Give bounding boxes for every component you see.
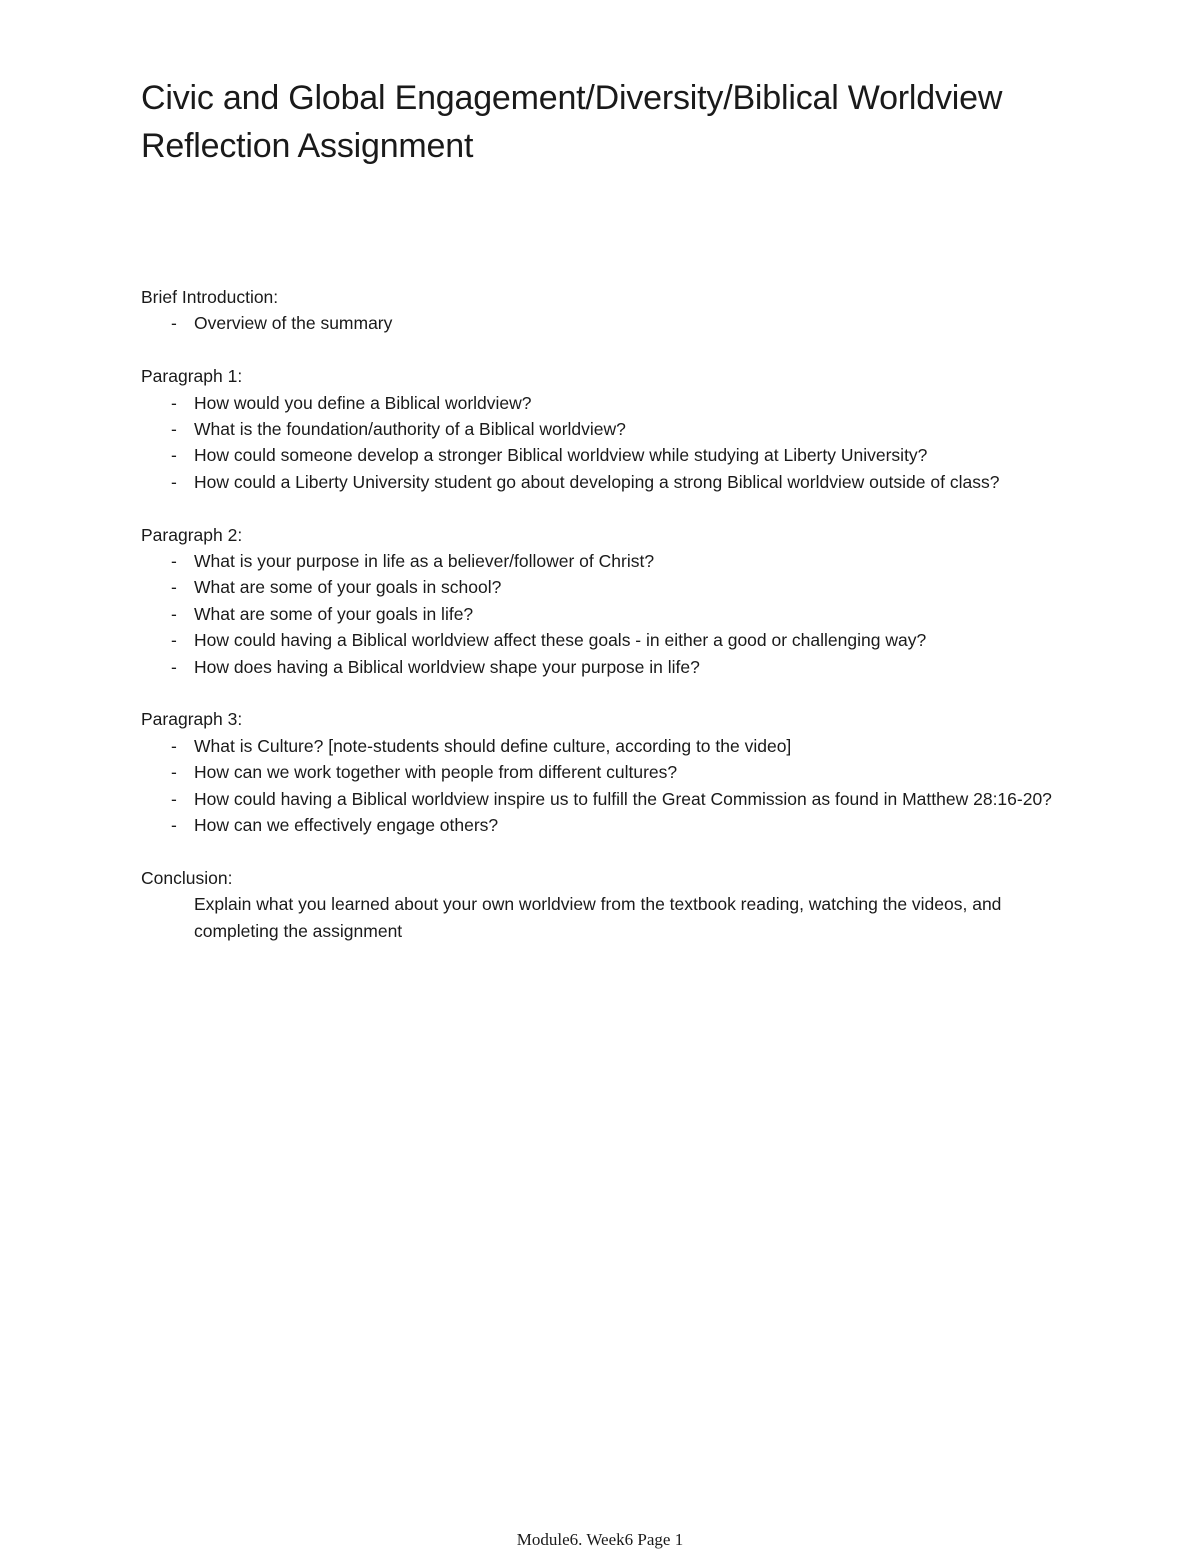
section-paragraph-3 [141,706,1081,838]
bullet-list [141,310,1081,336]
bullet-dash: - [171,577,177,598]
list-item-text: What are some of your goals in life? [194,603,474,624]
bullet-dash: - [171,735,177,756]
list-item [141,574,1081,600]
list-item [141,442,1081,468]
list-item [141,469,1081,495]
bullet-dash: - [171,788,177,809]
bullet-list [141,733,1081,839]
bullet-dash: - [171,445,177,466]
document-body [141,284,1081,970]
bullet-dash: - [171,656,177,677]
list-item-text: How can we work together with people from different cultures? [194,762,678,783]
bullet-dash: - [171,419,177,440]
list-item-text: How could having a Biblical worldview affect these goals - in either a good or challenging way? [194,630,927,651]
document-title: Civic and Global Engagement/Diversity/Biblical Worldview Reflection Assignment [141,79,1003,165]
list-item-text: What is your purpose in life as a believer/follower of Christ? [194,551,655,572]
list-item-text: How can we effectively engage others? [194,815,499,836]
list-item-text: How would you define a Biblical worldview? [194,392,532,413]
conclusion-text: Explain what you learned about your own worldview from the textbook reading, watching the videos, and completing the assignment [194,894,1002,941]
bullet-dash: - [171,630,177,651]
list-item-text: How could someone develop a stronger Biblical worldview while studying at Liberty University? [194,445,928,466]
list-item [141,733,1081,759]
section-conclusion [141,865,1081,944]
section-brief-introduction [141,284,1081,337]
list-item [141,654,1081,680]
bullet-dash: - [171,392,177,413]
bullet-dash: - [171,551,177,572]
bullet-dash: - [171,762,177,783]
section-heading: Brief Introduction: [141,287,279,307]
list-item [141,310,1081,336]
bullet-list [141,548,1081,680]
list-item-text: What is Culture? [note-students should define culture, according to the video] [194,735,792,756]
list-item-text: How does having a Biblical worldview shape your purpose in life? [194,656,700,677]
bullet-dash: - [171,603,177,624]
list-item [141,759,1081,785]
section-heading: Paragraph 1: [141,366,243,387]
bullet-list [141,390,1081,496]
list-item [141,812,1081,838]
list-item-text: How could a Liberty University student go about developing a strong Biblical worldview outside of class? [194,471,1000,492]
list-item-text: What is the foundation/authority of a Biblical worldview? [194,419,626,440]
section-heading: Conclusion: [141,867,233,888]
bullet-dash: - [171,815,177,836]
list-item [141,416,1081,442]
list-item [141,627,1081,653]
section-paragraph-1 [141,363,1081,495]
list-item [141,601,1081,627]
page-footer: Module6. Week6 Page 1 [516,1530,684,1549]
section-heading: Paragraph 3: [141,709,243,730]
list-item [141,786,1081,812]
bullet-dash: - [171,313,177,334]
list-item-text: How could having a Biblical worldview inspire us to fulfill the Great Commission as found in Matthew 28:16-20? [194,788,1052,809]
section-paragraph-2 [141,522,1081,680]
list-item [141,548,1081,574]
section-heading: Paragraph 2: [141,524,243,545]
list-item-text: What are some of your goals in school? [194,577,502,598]
list-item-text: Overview of the summary [194,313,393,334]
list-item [141,390,1081,416]
bullet-dash: - [171,471,177,492]
